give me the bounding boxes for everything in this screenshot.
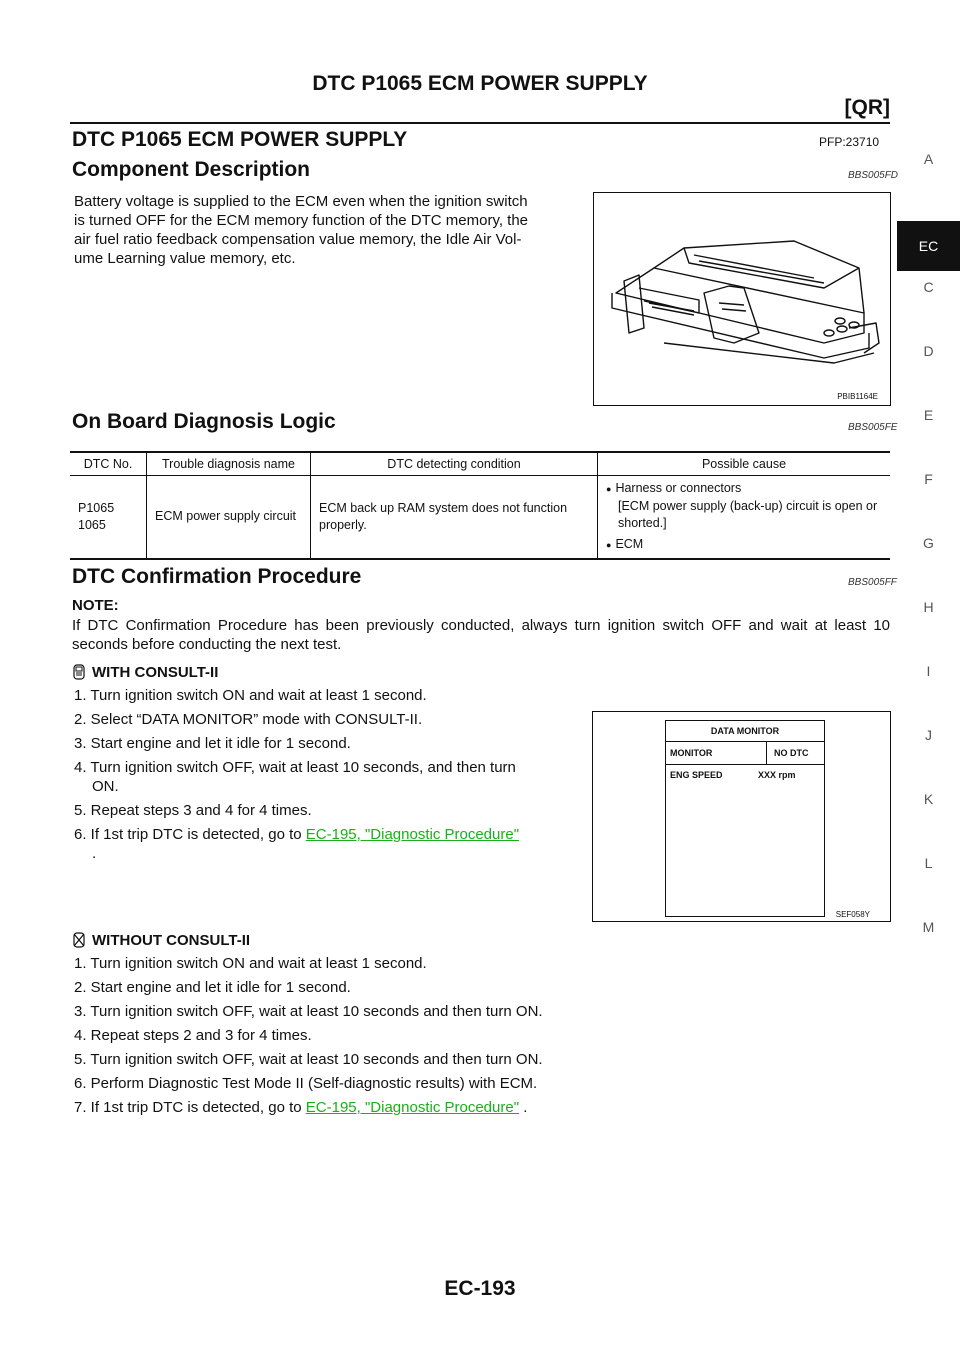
data-monitor-figure <box>592 711 891 922</box>
note-label: NOTE: <box>72 597 119 614</box>
monitor-row-value: XXX rpm <box>758 770 796 780</box>
section-tag: [QR] <box>844 96 890 119</box>
pfp-code: PFP:23710 <box>819 135 880 149</box>
ecm-illustration <box>594 193 890 405</box>
without-step-2: 2. Start engine and let it idle for 1 second. <box>74 979 351 996</box>
with-step-3: 3. Start engine and let it idle for 1 second. <box>74 735 351 752</box>
monitor-screen <box>665 720 825 917</box>
without-step-4: 4. Repeat steps 2 and 3 for 4 times. <box>74 1027 312 1044</box>
obd-table <box>70 451 890 560</box>
without-consult-label: WITHOUT CONSULT-II <box>72 932 250 949</box>
cell-possible-cause: ● Harness or connectors [ECM power supply (back-up) circuit is open or shorted.] ● ECM <box>598 476 891 559</box>
side-tab-k[interactable]: K <box>923 791 934 807</box>
confirm-code: BBS005FF <box>848 577 897 588</box>
side-tab-i[interactable]: I <box>926 663 931 679</box>
monitor-col-2: NO DTC <box>774 748 809 758</box>
without-step-1: 1. Turn ignition switch ON and wait at least 1 second. <box>74 955 427 972</box>
side-tab-a[interactable]: A <box>923 151 934 167</box>
side-tab-j[interactable]: J <box>925 727 932 743</box>
component-heading: Component Description <box>72 158 311 181</box>
without-step-3: 3. Turn ignition switch OFF, wait at least 10 seconds and then turn ON. <box>74 1003 543 1020</box>
header-rule <box>70 122 890 124</box>
with-step-5: 5. Repeat steps 3 and 4 for 4 times. <box>74 802 312 819</box>
component-code: BBS005FD <box>848 170 899 181</box>
side-tab-c[interactable]: C <box>923 279 934 295</box>
with-consult-label: WITH CONSULT-II <box>72 664 218 681</box>
obd-code: BBS005FE <box>848 422 898 433</box>
side-tab-g[interactable]: G <box>923 535 934 551</box>
cell-trouble-name: ECM power supply circuit <box>147 476 311 559</box>
diagnostic-procedure-link[interactable]: EC-195, "Diagnostic Procedure" <box>305 1099 520 1116</box>
without-step-6: 6. Perform Diagnostic Test Mode II (Self-diagnostic results) with ECM. <box>74 1075 538 1092</box>
page-header-title: DTC P1065 ECM POWER SUPPLY <box>312 72 648 95</box>
header-trouble-name: Trouble diagnosis name <box>147 452 311 476</box>
consult-icon <box>72 664 86 680</box>
side-tab-f[interactable]: F <box>924 471 933 487</box>
side-tab-ec[interactable]: EC <box>897 221 960 271</box>
diagnostic-procedure-link[interactable]: EC-195, "Diagnostic Procedure" <box>305 826 520 843</box>
monitor-row-label: ENG SPEED <box>670 770 723 780</box>
with-step-2: 2. Select “DATA MONITOR” mode with CONSULT-II. <box>74 711 423 728</box>
note-text: If DTC Confirmation Procedure has been previously conducted, always turn ignition switch OFF and wait at least 10 seconds before conducting the next test. <box>72 617 890 653</box>
ecm-figure-code: PBIB1164E <box>837 392 878 401</box>
obd-table-wrap <box>70 451 890 560</box>
no-consult-icon <box>72 932 86 948</box>
header-dtc-no: DTC No. <box>70 452 147 476</box>
table-header-row <box>70 452 890 476</box>
with-step-4: 4. Turn ignition switch OFF, wait at least 10 seconds, and then turn <box>74 759 516 776</box>
cell-dtc-no: P1065 1065 <box>70 476 147 559</box>
cell-detect-condition: ECM back up RAM system does not function properly. <box>311 476 598 559</box>
without-step-7: 7. If 1st trip DTC is detected, go to EC-195, "Diagnostic Procedure" . <box>74 1099 528 1116</box>
with-step-1: 1. Turn ignition switch ON and wait at least 1 second. <box>74 687 427 704</box>
side-tab-l[interactable]: L <box>924 855 933 871</box>
obd-heading: On Board Diagnosis Logic <box>72 410 336 433</box>
confirm-heading: DTC Confirmation Procedure <box>72 565 362 588</box>
monitor-col-divider <box>766 742 767 764</box>
monitor-data-row <box>666 765 824 785</box>
side-tab-m[interactable]: M <box>922 919 935 935</box>
monitor-col-1: MONITOR <box>670 748 713 758</box>
main-title: DTC P1065 ECM POWER SUPPLY <box>72 128 408 151</box>
table-row <box>70 476 890 559</box>
page-number: EC-193 <box>444 1277 516 1300</box>
side-tab-e[interactable]: E <box>923 407 934 423</box>
monitor-figure-code: SEF058Y <box>835 910 870 919</box>
bullet-icon: ● <box>606 539 612 550</box>
without-step-5: 5. Turn ignition switch OFF, wait at least 10 seconds and then turn ON. <box>74 1051 543 1068</box>
with-step-6-period: . <box>92 845 97 862</box>
monitor-title: DATA MONITOR <box>666 721 824 742</box>
ecm-figure <box>593 192 891 406</box>
bullet-icon: ● <box>606 483 612 494</box>
with-step-4-cont: ON. <box>92 778 119 795</box>
header-detect-condition: DTC detecting condition <box>311 452 598 476</box>
side-tab-h[interactable]: H <box>923 599 934 615</box>
component-text: Battery voltage is supplied to the ECM even when the ignition switch is turned OFF for the ECM memory function of the DTC memory, the air fuel ratio feedback compensation value memory, the Idle Air Vol- ume Learning value memory, etc. <box>74 193 529 267</box>
header-possible-cause: Possible cause <box>598 452 891 476</box>
monitor-header-row <box>666 742 824 765</box>
side-tab-d[interactable]: D <box>923 343 934 359</box>
with-step-6: 6. If 1st trip DTC is detected, go to EC-195, "Diagnostic Procedure" <box>74 826 520 843</box>
